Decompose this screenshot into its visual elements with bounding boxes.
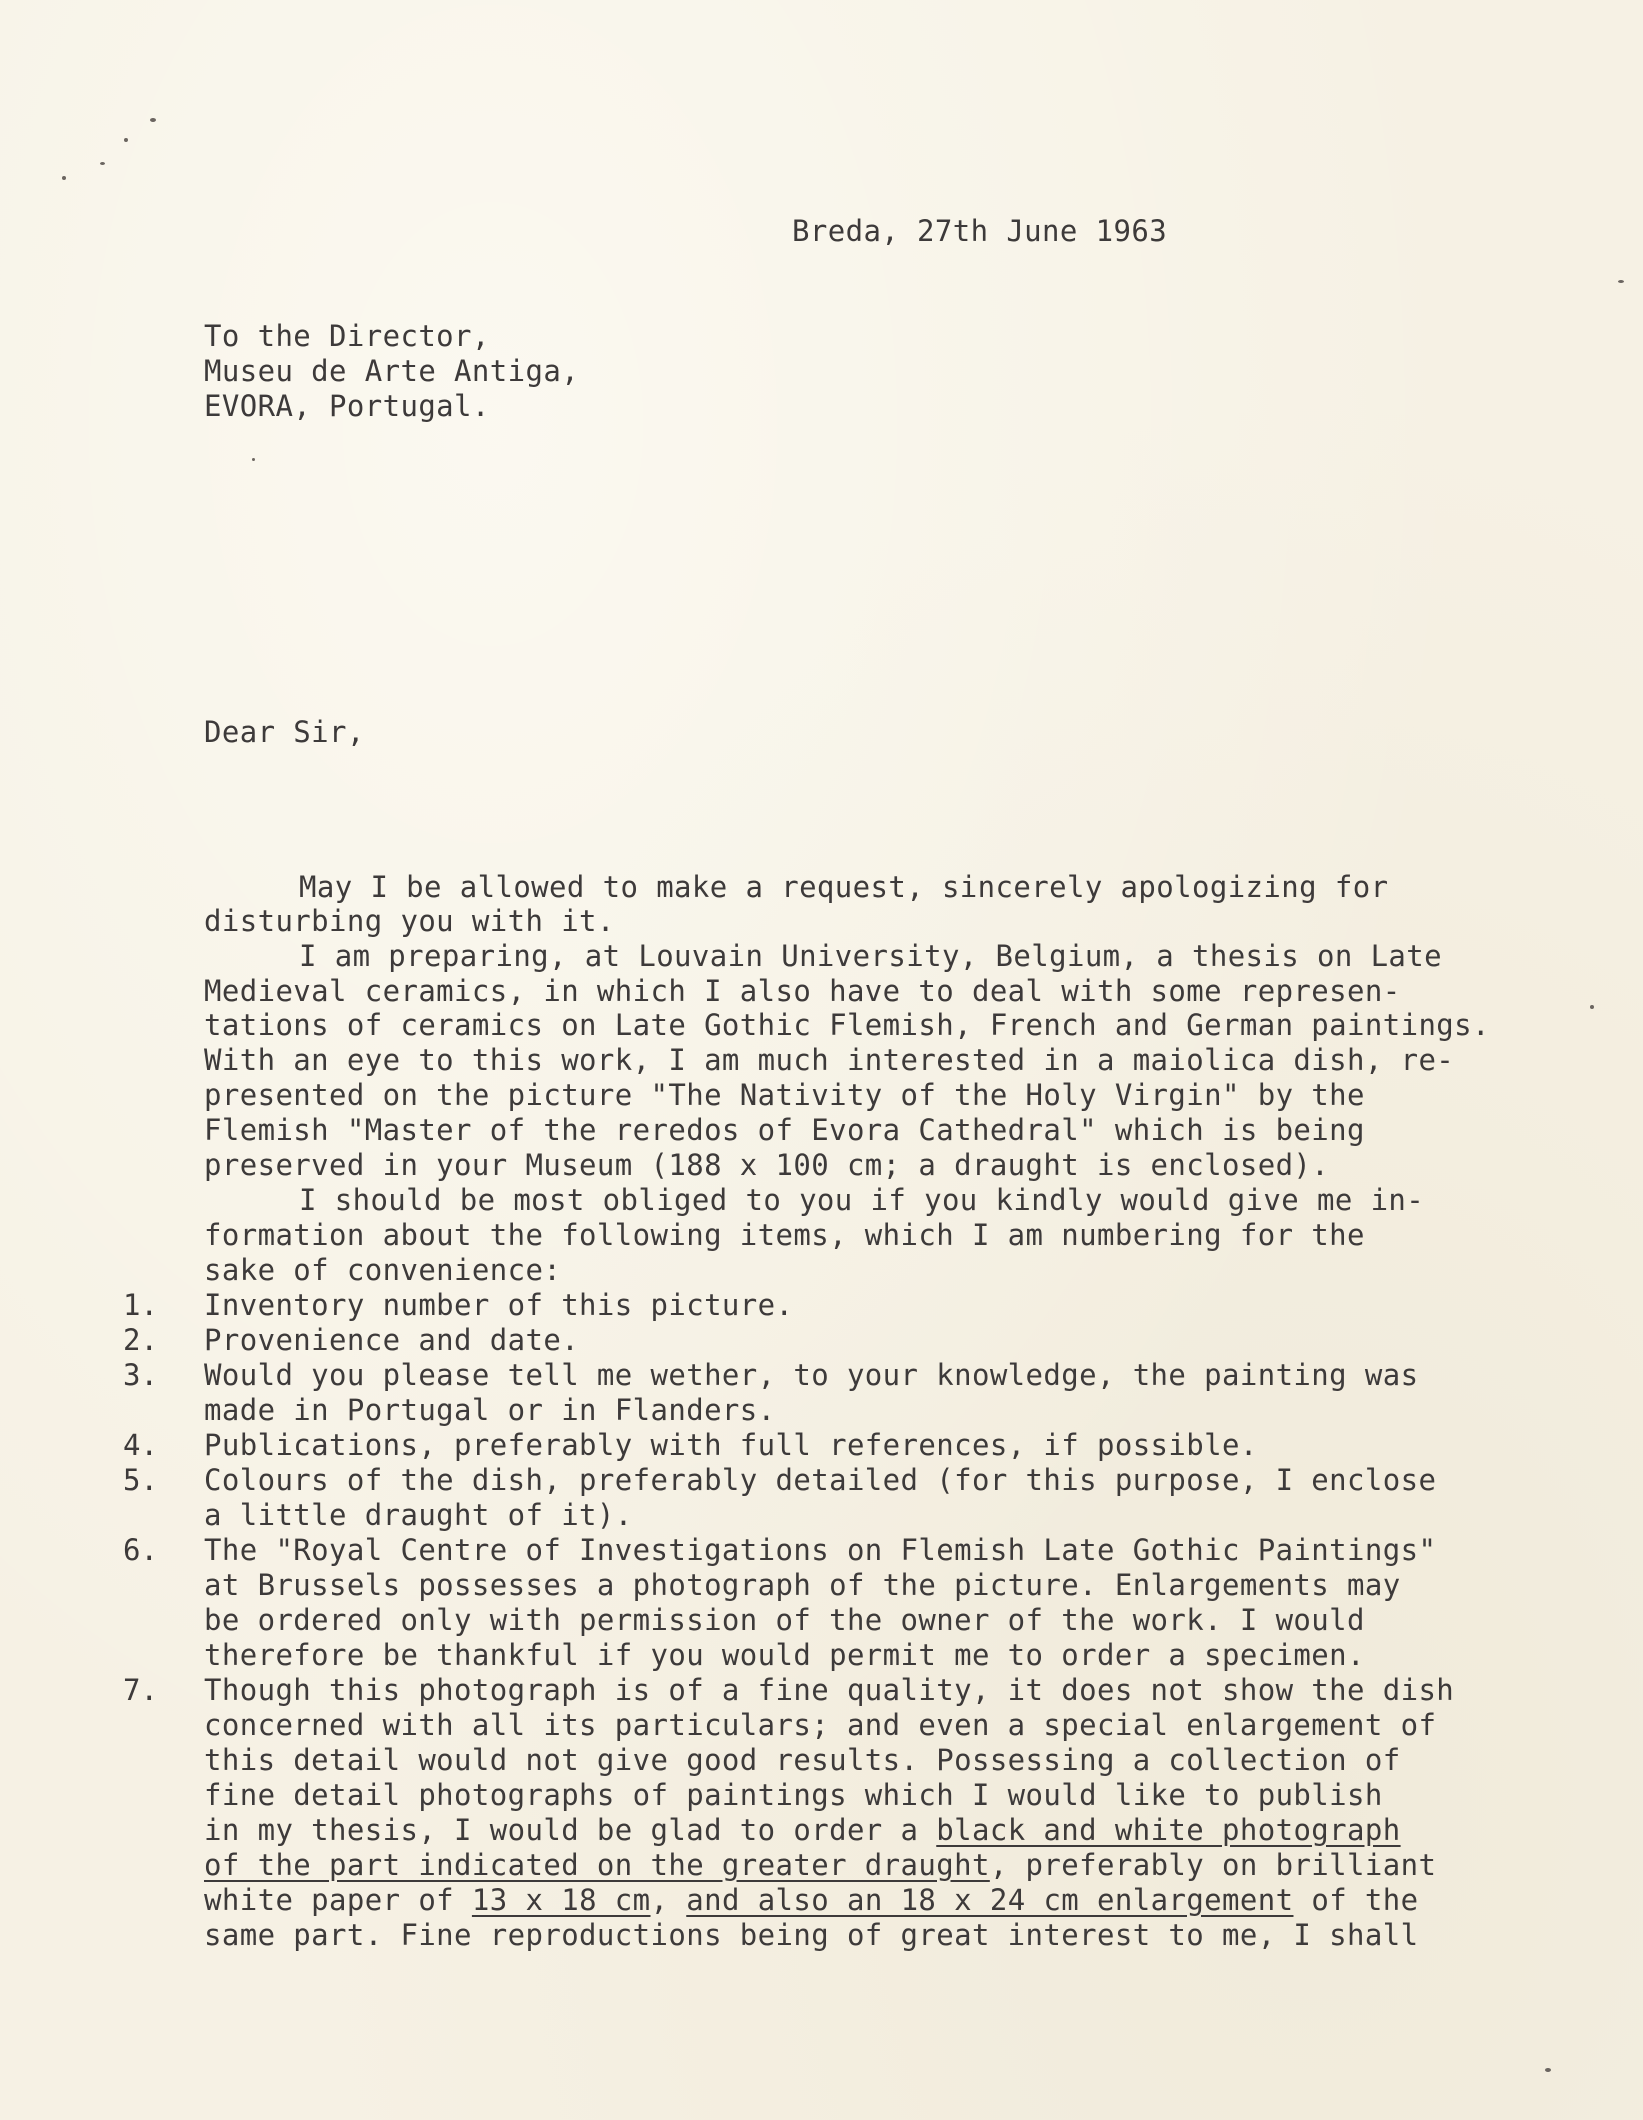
para2-line-6: Flemish "Master of the reredos of Evora Cathedral" which is being — [204, 1113, 1365, 1147]
item-6-line-4: therefore be thankful if you would permit me to order a specimen. — [204, 1638, 1365, 1672]
para2-line-4: With an eye to this work, I am much interested in a maiolica dish, re- — [204, 1043, 1455, 1077]
address-line-1: To the Director, — [204, 319, 490, 353]
item-1-line-1: Inventory number of this picture. — [204, 1288, 794, 1322]
item-7-line-4: fine detail photographs of paintings which I would like to publish — [204, 1778, 1383, 1812]
item-number: 6. — [123, 1533, 158, 1567]
item-3-line-1: Would you please tell me wether, to your knowledge, the painting was — [204, 1358, 1419, 1392]
letter-date: Breda, 27th June 1963 — [792, 214, 1168, 248]
item-number: 1. — [123, 1288, 158, 1322]
underlined-text: of the part indicated on the greater draught — [204, 1848, 990, 1882]
ink-speck — [1590, 1005, 1594, 1009]
para3-line-3: sake of convenience: — [204, 1253, 562, 1287]
para2-line-3: tations of ceramics on Late Gothic Flemish, French and German paintings. — [204, 1008, 1490, 1042]
underlined-text: 13 x 18 cm — [471, 1883, 651, 1917]
ink-speck — [252, 458, 255, 461]
item-7-line-7 — [204, 1883, 1419, 1917]
para2-line-2: Medieval ceramics, in which I also have to deal with some represen- — [204, 974, 1401, 1008]
address-line-2: Museu de Arte Antiga, — [204, 354, 580, 388]
underlined-text: and also an 18 x 24 cm enlargement — [686, 1883, 1294, 1917]
para2-line-5: presented on the picture "The Nativity of the Holy Virgin" by the — [204, 1078, 1365, 1112]
item-5-line-1: Colours of the dish, preferably detailed (for this purpose, I enclose — [204, 1463, 1437, 1497]
ink-speck — [124, 138, 128, 142]
item-number: 2. — [123, 1323, 158, 1357]
para3-line-2: formation about the following items, which I am numbering for the — [204, 1218, 1365, 1252]
item-7-line-6 — [204, 1848, 1436, 1882]
ink-speck — [62, 176, 66, 180]
item-7-line-3: this detail would not give good results. Possessing a collection of — [204, 1743, 1401, 1777]
para2-line-1: I am preparing, at Louvain University, Belgium, a thesis on Late — [299, 939, 1443, 973]
item-number: 5. — [123, 1463, 158, 1497]
ink-speck — [1618, 280, 1624, 283]
item-7-line-1: Though this photograph is of a fine quality, it does not show the dish — [204, 1673, 1455, 1707]
item-number: 4. — [123, 1428, 158, 1462]
item-7-line-7-end: of the — [1293, 1883, 1419, 1917]
para2-line-7: preserved in your Museum (188 x 100 cm; a draught is enclosed). — [204, 1148, 1330, 1182]
item-6-line-3: be ordered only with permission of the owner of the work. I would — [204, 1603, 1365, 1637]
item-4-line-1: Publications, preferably with full references, if possible. — [204, 1428, 1258, 1462]
ink-speck — [1545, 2068, 1551, 2072]
address-line-3: EVORA, Portugal. — [204, 389, 490, 423]
item-7-line-2: concerned with all its particulars; and even a special enlargement of — [204, 1708, 1437, 1742]
para3-line-1: I should be most obliged to you if you kindly would give me in- — [299, 1183, 1425, 1217]
item-3-line-2: made in Portugal or in Flanders. — [204, 1393, 776, 1427]
para1-line-1: May I be allowed to make a request, sincerely apologizing for — [299, 870, 1389, 904]
item-7-line-8: same part. Fine reproductions being of great interest to me, I shall — [204, 1918, 1419, 1952]
para1-line-2: disturbing you with it. — [204, 904, 615, 938]
item-7-line-7-text: white paper of — [204, 1883, 472, 1917]
salutation: Dear Sir, — [204, 715, 365, 749]
item-number: 7. — [123, 1673, 158, 1707]
item-6-line-2: at Brussels possesses a photograph of the picture. Enlargements may — [204, 1568, 1401, 1602]
item-7-line-7-sep: , — [650, 1883, 687, 1917]
item-5-line-2: a little draught of it). — [204, 1498, 633, 1532]
ink-speck — [150, 118, 156, 122]
item-2-line-1: Provenience and date. — [204, 1323, 580, 1357]
ink-speck — [100, 162, 105, 165]
underlined-text: black and white photograph — [936, 1813, 1401, 1847]
item-6-line-1: The "Royal Centre of Investigations on Flemish Late Gothic Paintings" — [204, 1533, 1437, 1567]
item-7-line-6-text: , preferably on brilliant — [989, 1848, 1437, 1882]
item-number: 3. — [123, 1358, 158, 1392]
item-7-line-5 — [204, 1813, 1401, 1847]
item-7-line-5-text: in my thesis, I would be glad to order a — [204, 1813, 937, 1847]
